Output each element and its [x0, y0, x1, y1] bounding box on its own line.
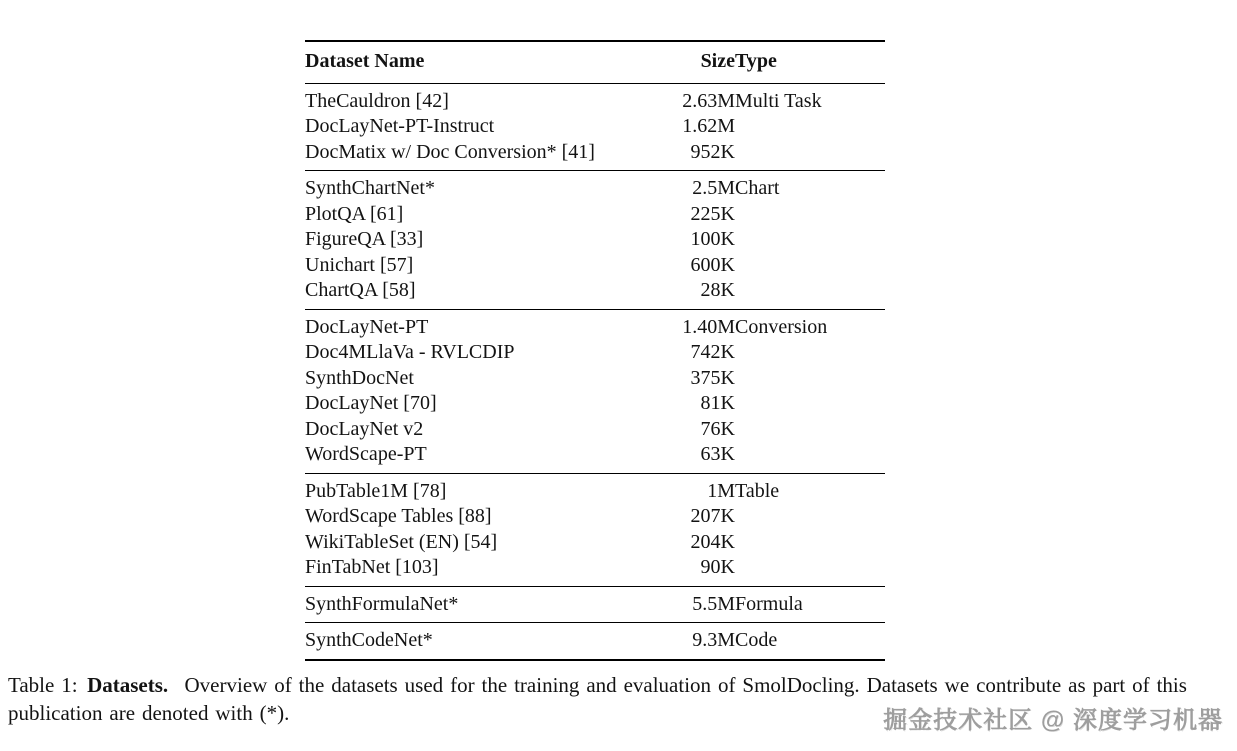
- dataset-size-cell: 1.62M: [682, 115, 735, 137]
- table-row: [305, 171, 885, 202]
- datasets-table: [305, 40, 885, 661]
- dataset-size-cell: 5.5M: [640, 586, 735, 623]
- table-row: [305, 623, 885, 660]
- caption-label: Table 1:: [8, 673, 78, 697]
- dataset-name-cell: Doc4MLlaVa - RVLCDIP: [305, 341, 515, 363]
- dataset-name-cell: ChartQA [58]: [305, 279, 416, 301]
- table-row: [305, 83, 885, 114]
- dataset-name-cell: SynthDocNet: [305, 366, 414, 389]
- dataset-size-cell: 375K: [690, 366, 735, 389]
- dataset-name-cell: TheCauldron [42]: [305, 83, 640, 114]
- watermark-text: 掘金技术社区 @ 深度学习机器: [883, 707, 1223, 734]
- caption-body: Overview of the datasets used for the training and evaluation of SmolDocling. Datasets we contribute as part of this publication are denoted with (*).: [8, 673, 1187, 725]
- dataset-name-cell: FinTabNet [103]: [305, 556, 439, 578]
- dataset-name-cell: DocLayNet-PT: [305, 309, 640, 340]
- column-header-type: Type: [735, 41, 885, 83]
- dataset-size-cell: 952K: [690, 140, 735, 163]
- dataset-name-cell: WordScape Tables [88]: [305, 505, 492, 527]
- dataset-size-cell: 100K: [690, 228, 735, 250]
- group-multi-task: [305, 83, 885, 171]
- dataset-size-cell: 1.40M: [640, 309, 735, 340]
- dataset-size-cell: 63K: [700, 443, 735, 465]
- dataset-size-cell: 2.5M: [640, 171, 735, 202]
- group-chart: [305, 171, 885, 310]
- dataset-name-cell: DocLayNet [70]: [305, 392, 437, 414]
- dataset-size-cell: 204K: [690, 530, 735, 553]
- dataset-type-cell: Code: [735, 623, 885, 660]
- dataset-size-cell: 9.3M: [640, 623, 735, 660]
- dataset-size-cell: 1M: [640, 473, 735, 504]
- dataset-name-cell: Unichart [57]: [305, 253, 414, 276]
- dataset-name-cell: PubTable1M [78]: [305, 473, 640, 504]
- dataset-size-cell: 2.63M: [640, 83, 735, 114]
- dataset-name-cell: WikiTableSet (EN) [54]: [305, 530, 498, 553]
- group-table: [305, 473, 885, 586]
- dataset-name-cell: SynthChartNet*: [305, 171, 640, 202]
- dataset-name-cell: SynthCodeNet*: [305, 623, 640, 660]
- column-header-size: Size: [640, 41, 735, 83]
- dataset-name-cell: DocLayNet v2: [305, 417, 424, 440]
- dataset-name-cell: FigureQA [33]: [305, 228, 424, 250]
- group-conversion: [305, 309, 885, 473]
- dataset-type-cell: Multi Task: [735, 83, 885, 171]
- dataset-name-cell: PlotQA [61]: [305, 202, 404, 225]
- table-row: [305, 309, 885, 340]
- group-code: [305, 623, 885, 660]
- table-row: [305, 586, 885, 623]
- caption-title: Datasets.: [87, 673, 169, 697]
- table-row: [305, 473, 885, 504]
- dataset-size-cell: 90K: [700, 556, 735, 578]
- dataset-size-cell: 600K: [690, 253, 735, 276]
- column-header-dataset-name: Dataset Name: [305, 41, 640, 83]
- dataset-type-cell: Conversion: [735, 309, 885, 473]
- dataset-type-cell: Formula: [735, 586, 885, 623]
- dataset-name-cell: DocMatix w/ Doc Conversion* [41]: [305, 140, 595, 163]
- dataset-size-cell: 81K: [700, 392, 735, 414]
- dataset-size-cell: 207K: [690, 505, 735, 527]
- group-formula: [305, 586, 885, 623]
- dataset-name-cell: DocLayNet-PT-Instruct: [305, 115, 495, 137]
- dataset-type-cell: Chart: [735, 171, 885, 310]
- dataset-name-cell: SynthFormulaNet*: [305, 586, 640, 623]
- table-header-row: [305, 41, 885, 83]
- dataset-name-cell: WordScape-PT: [305, 443, 427, 465]
- dataset-type-cell: Table: [735, 473, 885, 586]
- dataset-size-cell: 225K: [690, 202, 735, 225]
- dataset-size-cell: 742K: [690, 341, 735, 363]
- dataset-size-cell: 76K: [700, 417, 735, 440]
- dataset-size-cell: 28K: [700, 279, 735, 301]
